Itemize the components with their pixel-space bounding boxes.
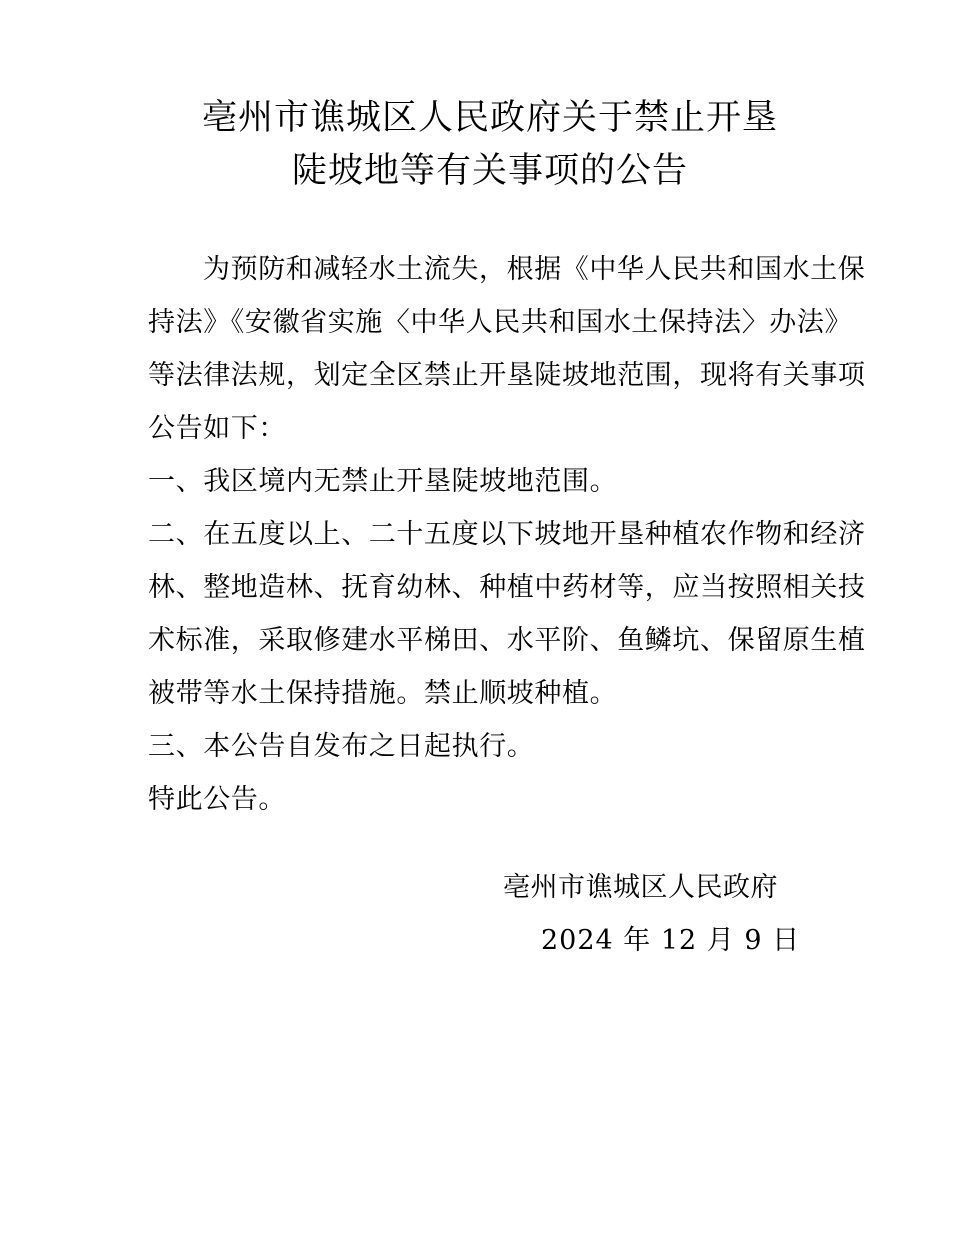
- item-2-line-4: 被带等水土保持措施。禁止顺坡种植。: [148, 678, 618, 709]
- intro-line-2: 持法》《安徽省实施〈中华人民共和国水土保持法〉办法》: [148, 307, 853, 338]
- intro-line-3: 等法律法规，划定全区禁止开垦陡坡地范围，现将有关事项: [148, 360, 866, 391]
- document-title-line-2: 陡坡地等有关事项的公告: [291, 151, 688, 191]
- document-title-line-1: 亳州市谯城区人民政府关于禁止开垦: [201, 98, 778, 138]
- signature-organization: 亳州市谯城区人民政府: [503, 872, 778, 903]
- item-1: 一、我区境内无禁止开垦陡坡地范围。: [148, 466, 618, 497]
- item-2-line-3: 术标准，采取修建水平梯田、水平阶、鱼鳞坑、保留原生植: [148, 625, 866, 656]
- item-3: 三、本公告自发布之日起执行。: [148, 731, 535, 762]
- item-2-line-2: 林、整地造林、抚育幼林、种植中药材等，应当按照相关技: [148, 572, 866, 603]
- intro-line-4: 公告如下：: [148, 413, 286, 444]
- intro-line-1: 为预防和减轻水土流失，根据《中华人民共和国水土保: [203, 254, 866, 285]
- item-2-line-1: 二、在五度以上、二十五度以下坡地开垦种植农作物和经济: [148, 519, 866, 550]
- closing-statement: 特此公告。: [148, 784, 286, 815]
- signature-date: 2024 年 12 月 9 日: [541, 925, 801, 956]
